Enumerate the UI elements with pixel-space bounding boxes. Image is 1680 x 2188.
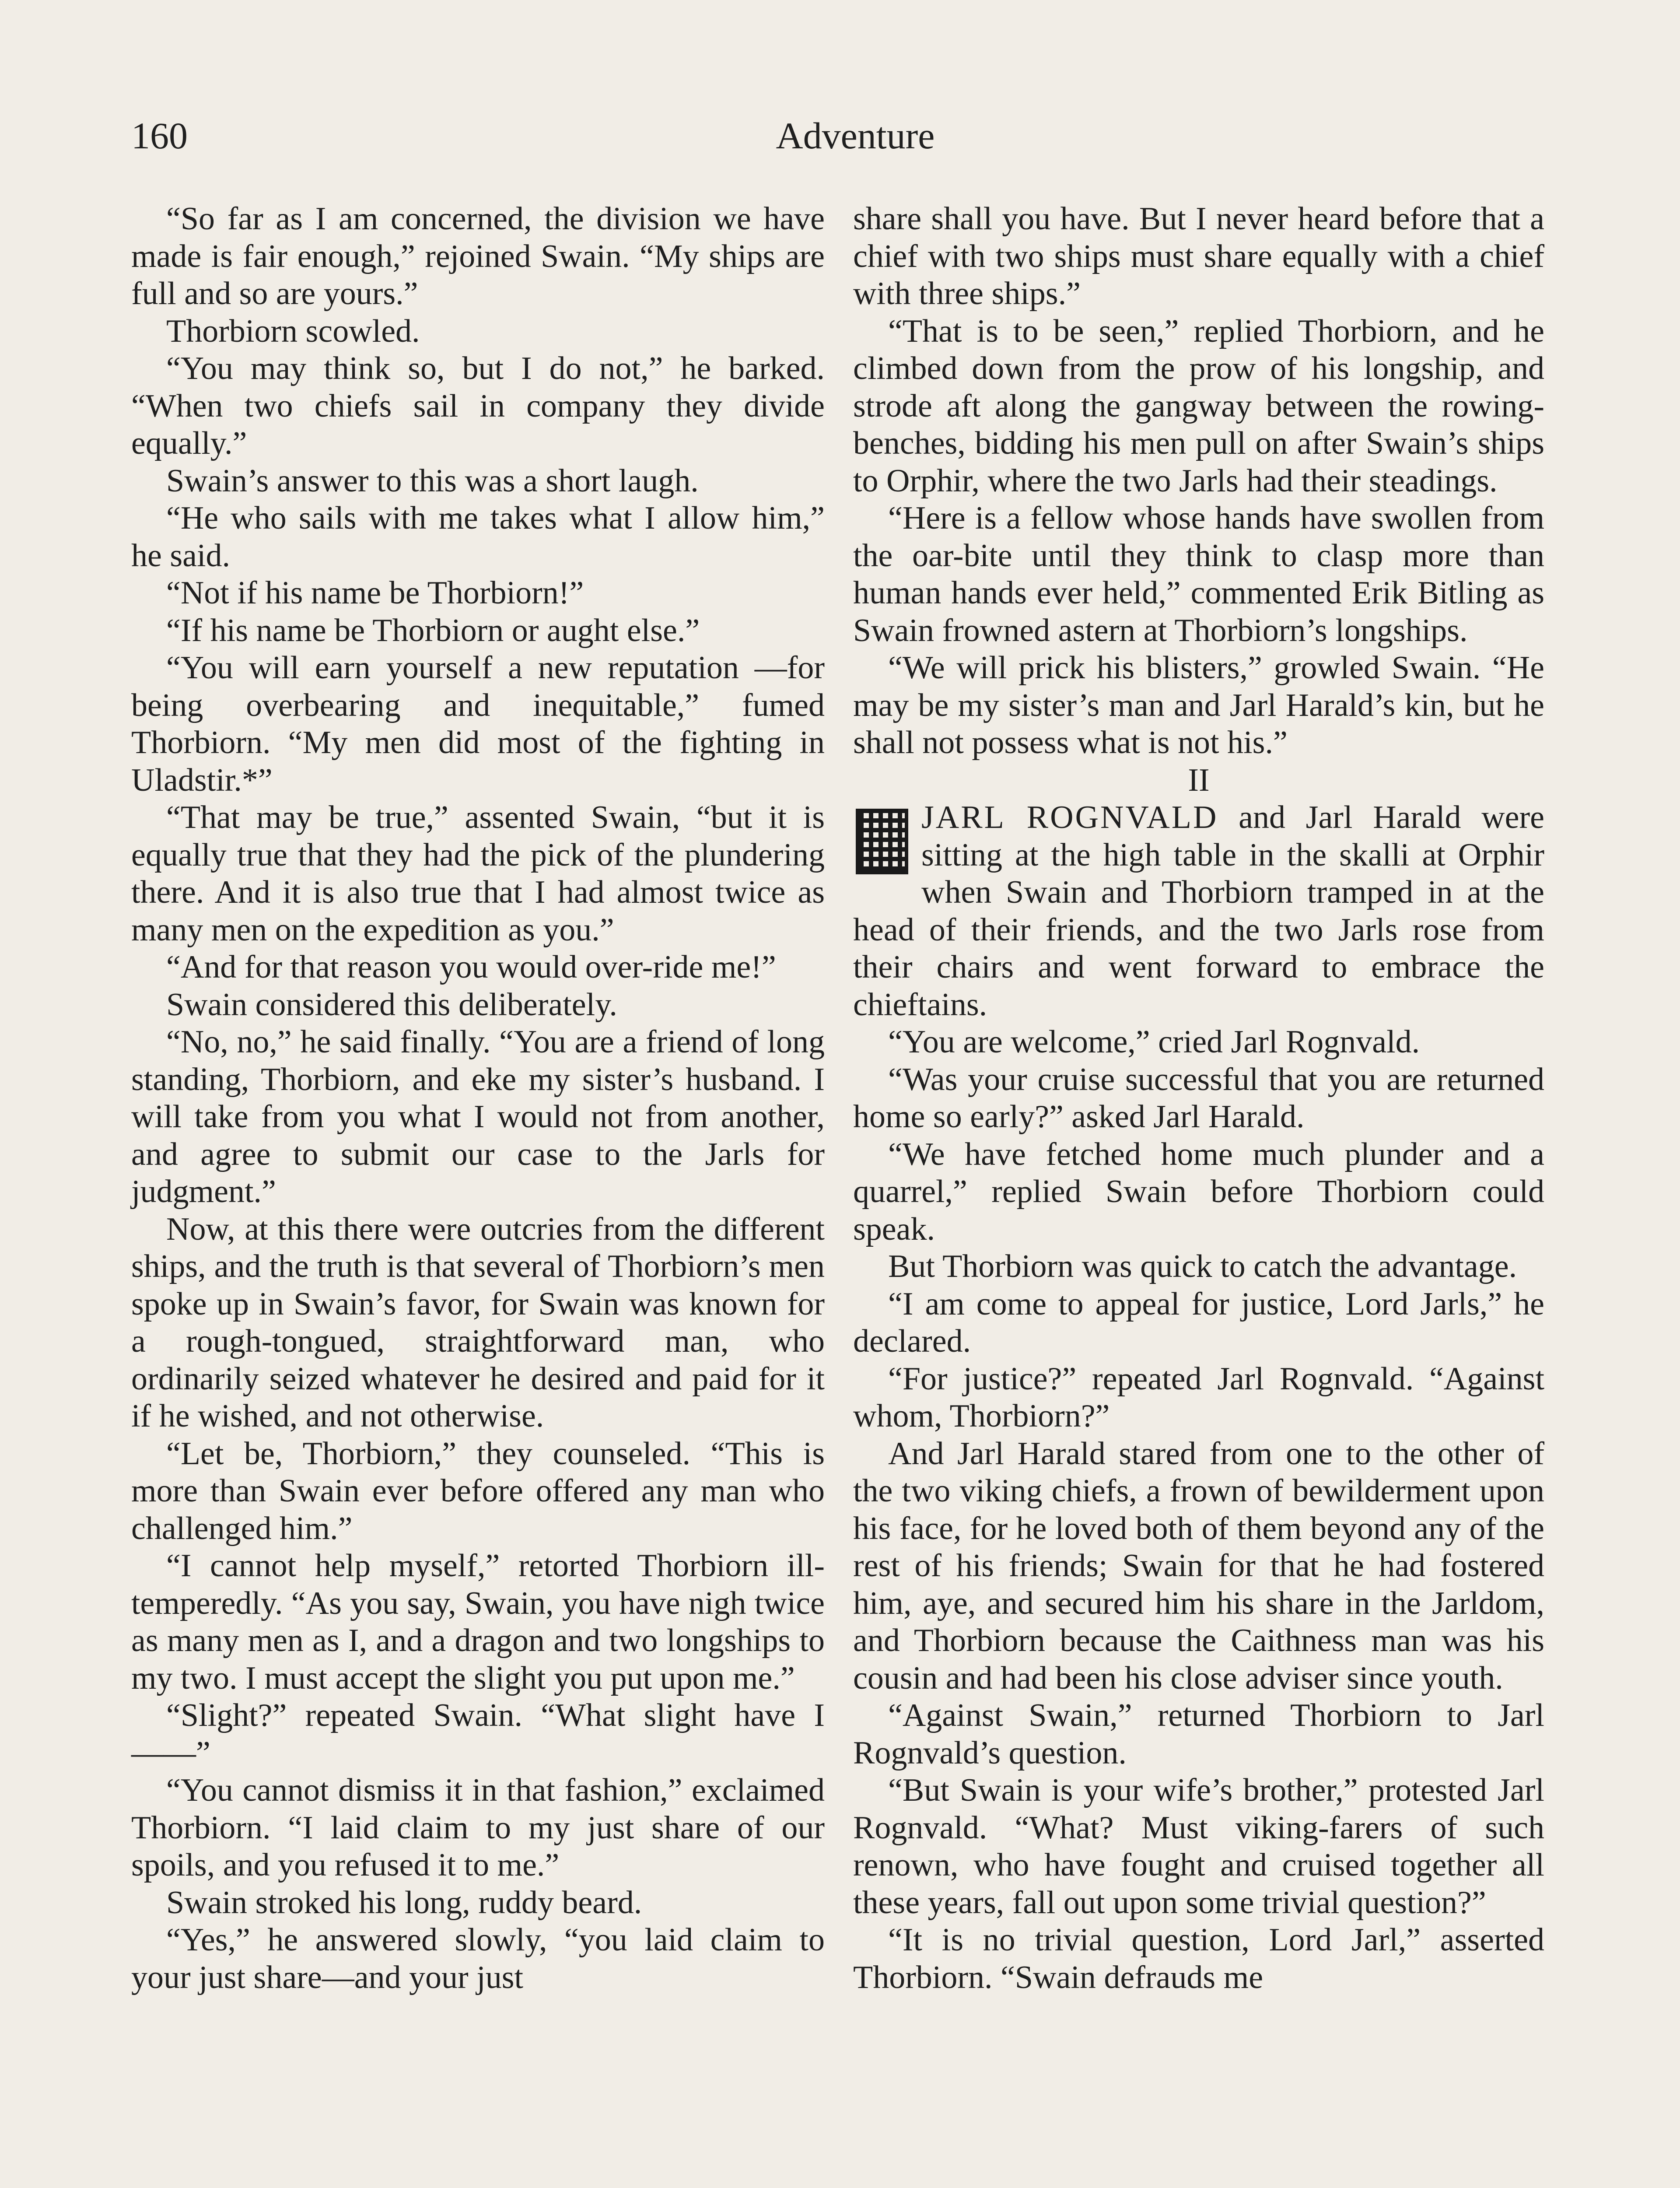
page-header: [131, 112, 1579, 160]
running-title: Adventure: [776, 115, 935, 157]
paragraph: “You will earn yourself a new reputation —for being overbearing and inequitable,” fumed Thorbiorn. “My men did most of the fighting in Uladstir.*”: [131, 650, 825, 798]
paragraph: “I am come to appeal for justice, Lord Jarls,” he declared.: [853, 1286, 1544, 1359]
paragraph: share shall you have. But I never heard before that a chief with two ships must share equally with a chief with three ships.”: [853, 201, 1544, 312]
paragraph: “Yes,” he answered slowly, “you laid claim to your just share—and your just: [131, 1922, 825, 1995]
paragraph: “But Swain is your wife’s brother,” protested Jarl Rognvald. “What? Must viking-farers of such renown, who have fought and cruised together all these years, fall out upon some trivial question?”: [853, 1772, 1544, 1921]
paragraph: “It is no trivial question, Lord Jarl,” asserted Thorbiorn. “Swain defrauds me: [853, 1922, 1544, 1995]
paragraph: “We will prick his blisters,” growled Swain. “He may be my sister’s man and Jarl Harald’s kin, but he shall not possess what is not his.”: [853, 650, 1544, 761]
paragraph: “Not if his name be Thorbiorn!”: [166, 575, 584, 611]
paragraph: “I cannot help myself,” retorted Thorbiorn ill-temperedly. “As you say, Swain, you have nigh twice as many men as I, and a dragon and two longships to my two. I must accept the slight you put upon me.”: [131, 1548, 825, 1696]
paragraph: “That is to be seen,” replied Thorbiorn, and he climbed down from the prow of his longship, and strode aft along the gangway between the rowing-benches, bidding his men pull on after Swain’s ships to Orphir, where the two Jarls had their steadings.: [853, 313, 1544, 499]
section-number: II: [1188, 762, 1210, 798]
paragraph: “Was your cruise successful that you are returned home so early?” asked Jarl Harald.: [853, 1061, 1544, 1135]
left-column: [131, 200, 825, 1996]
paragraph: “No, no,” he said finally. “You are a friend of long standing, Thorbiorn, and eke my sister’s husband. I will take from you what I would not from another, and agree to submit our case to the Jarls for judgment.”: [131, 1024, 825, 1210]
right-column: [853, 200, 1544, 1996]
paragraph: “That may be true,” assented Swain, “but it is equally true that they had the pick of the plundering there. And it is also true that I had almost twice as many men on the expedition as you.”: [131, 799, 825, 948]
paragraph: “Let be, Thorbiorn,” they counseled. “This is more than Swain ever before offered any man who challenged him.”: [131, 1435, 825, 1546]
paragraph: “You cannot dismiss it in that fashion,” exclaimed Thorbiorn. “I laid claim to my just share of our spoils, and you refused it to me.”: [131, 1772, 825, 1883]
paragraph: “You are welcome,” cried Jarl Rognvald.: [888, 1024, 1420, 1060]
paragraph: “Here is a fellow whose hands have swollen from the oar-bite until they think to clasp more than human hands ever held,” commented Erik Bitling as Swain frowned astern at Thorbiorn’s longships.: [853, 500, 1544, 649]
opening-text: and Jarl Harald were sitting at the high table in the skalli at Orphir when Swain and Thorbiorn tramped in at the head of their friends, and the two Jarls rose from their chairs and went forward to embrace the chieftains.: [853, 799, 1545, 1023]
paragraph: “If his name be Thorbiorn or aught else.”: [166, 612, 700, 649]
section-opening-paragraph: [853, 799, 1544, 1024]
page-number: 160: [131, 115, 188, 157]
paragraph: And Jarl Harald stared from one to the other of the two viking chiefs, a frown of bewilderment upon his face, for he loved both of them beyond any of the rest of his friends; Swain for that he had fostered him, aye, and secured him his share in the Jarldom, and Thorbiorn because the Caithness man was his cousin and had been his close adviser since youth.: [853, 1435, 1544, 1696]
paragraph: Swain stroked his long, ruddy beard.: [166, 1884, 642, 1921]
paragraph: Now, at this there were outcries from the different ships, and the truth is that several of Thorbiorn’s men spoke up in Swain’s favor, for Swain was known for a rough-tongued, straightforward man, who ordinarily seized whatever he desired and paid for it if he wished, and not otherwise.: [131, 1211, 825, 1434]
paragraph: “So far as I am concerned, the division we have made is fair enough,” rejoined Swain. “My ships are full and so are yours.”: [131, 201, 825, 312]
paragraph: “And for that reason you would over-ride me!”: [166, 949, 776, 985]
opening-names: JARL ROGNVALD: [921, 799, 1218, 835]
paragraph: But Thorbiorn was quick to catch the advantage.: [888, 1248, 1517, 1284]
paragraph: “We have fetched home much plunder and a quarrel,” replied Swain before Thorbiorn could speak.: [853, 1136, 1544, 1247]
paragraph: “For justice?” repeated Jarl Rognvald. “Against whom, Thorbiorn?”: [853, 1360, 1544, 1434]
paragraph: Swain considered this deliberately.: [166, 986, 617, 1023]
paragraph: Thorbiorn scowled.: [166, 313, 420, 349]
paragraph: “You may think so, but I do not,” he barked. “When two chiefs sail in company they divide equally.”: [131, 351, 825, 461]
ornamental-initial-icon: [856, 809, 908, 874]
paragraph: Swain’s answer to this was a short laugh.: [166, 463, 699, 499]
paragraph: “Against Swain,” returned Thorbiorn to Jarl Rognvald’s question.: [853, 1697, 1544, 1771]
paragraph: “He who sails with me takes what I allow him,” he said.: [131, 500, 825, 574]
paragraph: “Slight?” repeated Swain. “What slight have I——”: [131, 1697, 825, 1771]
